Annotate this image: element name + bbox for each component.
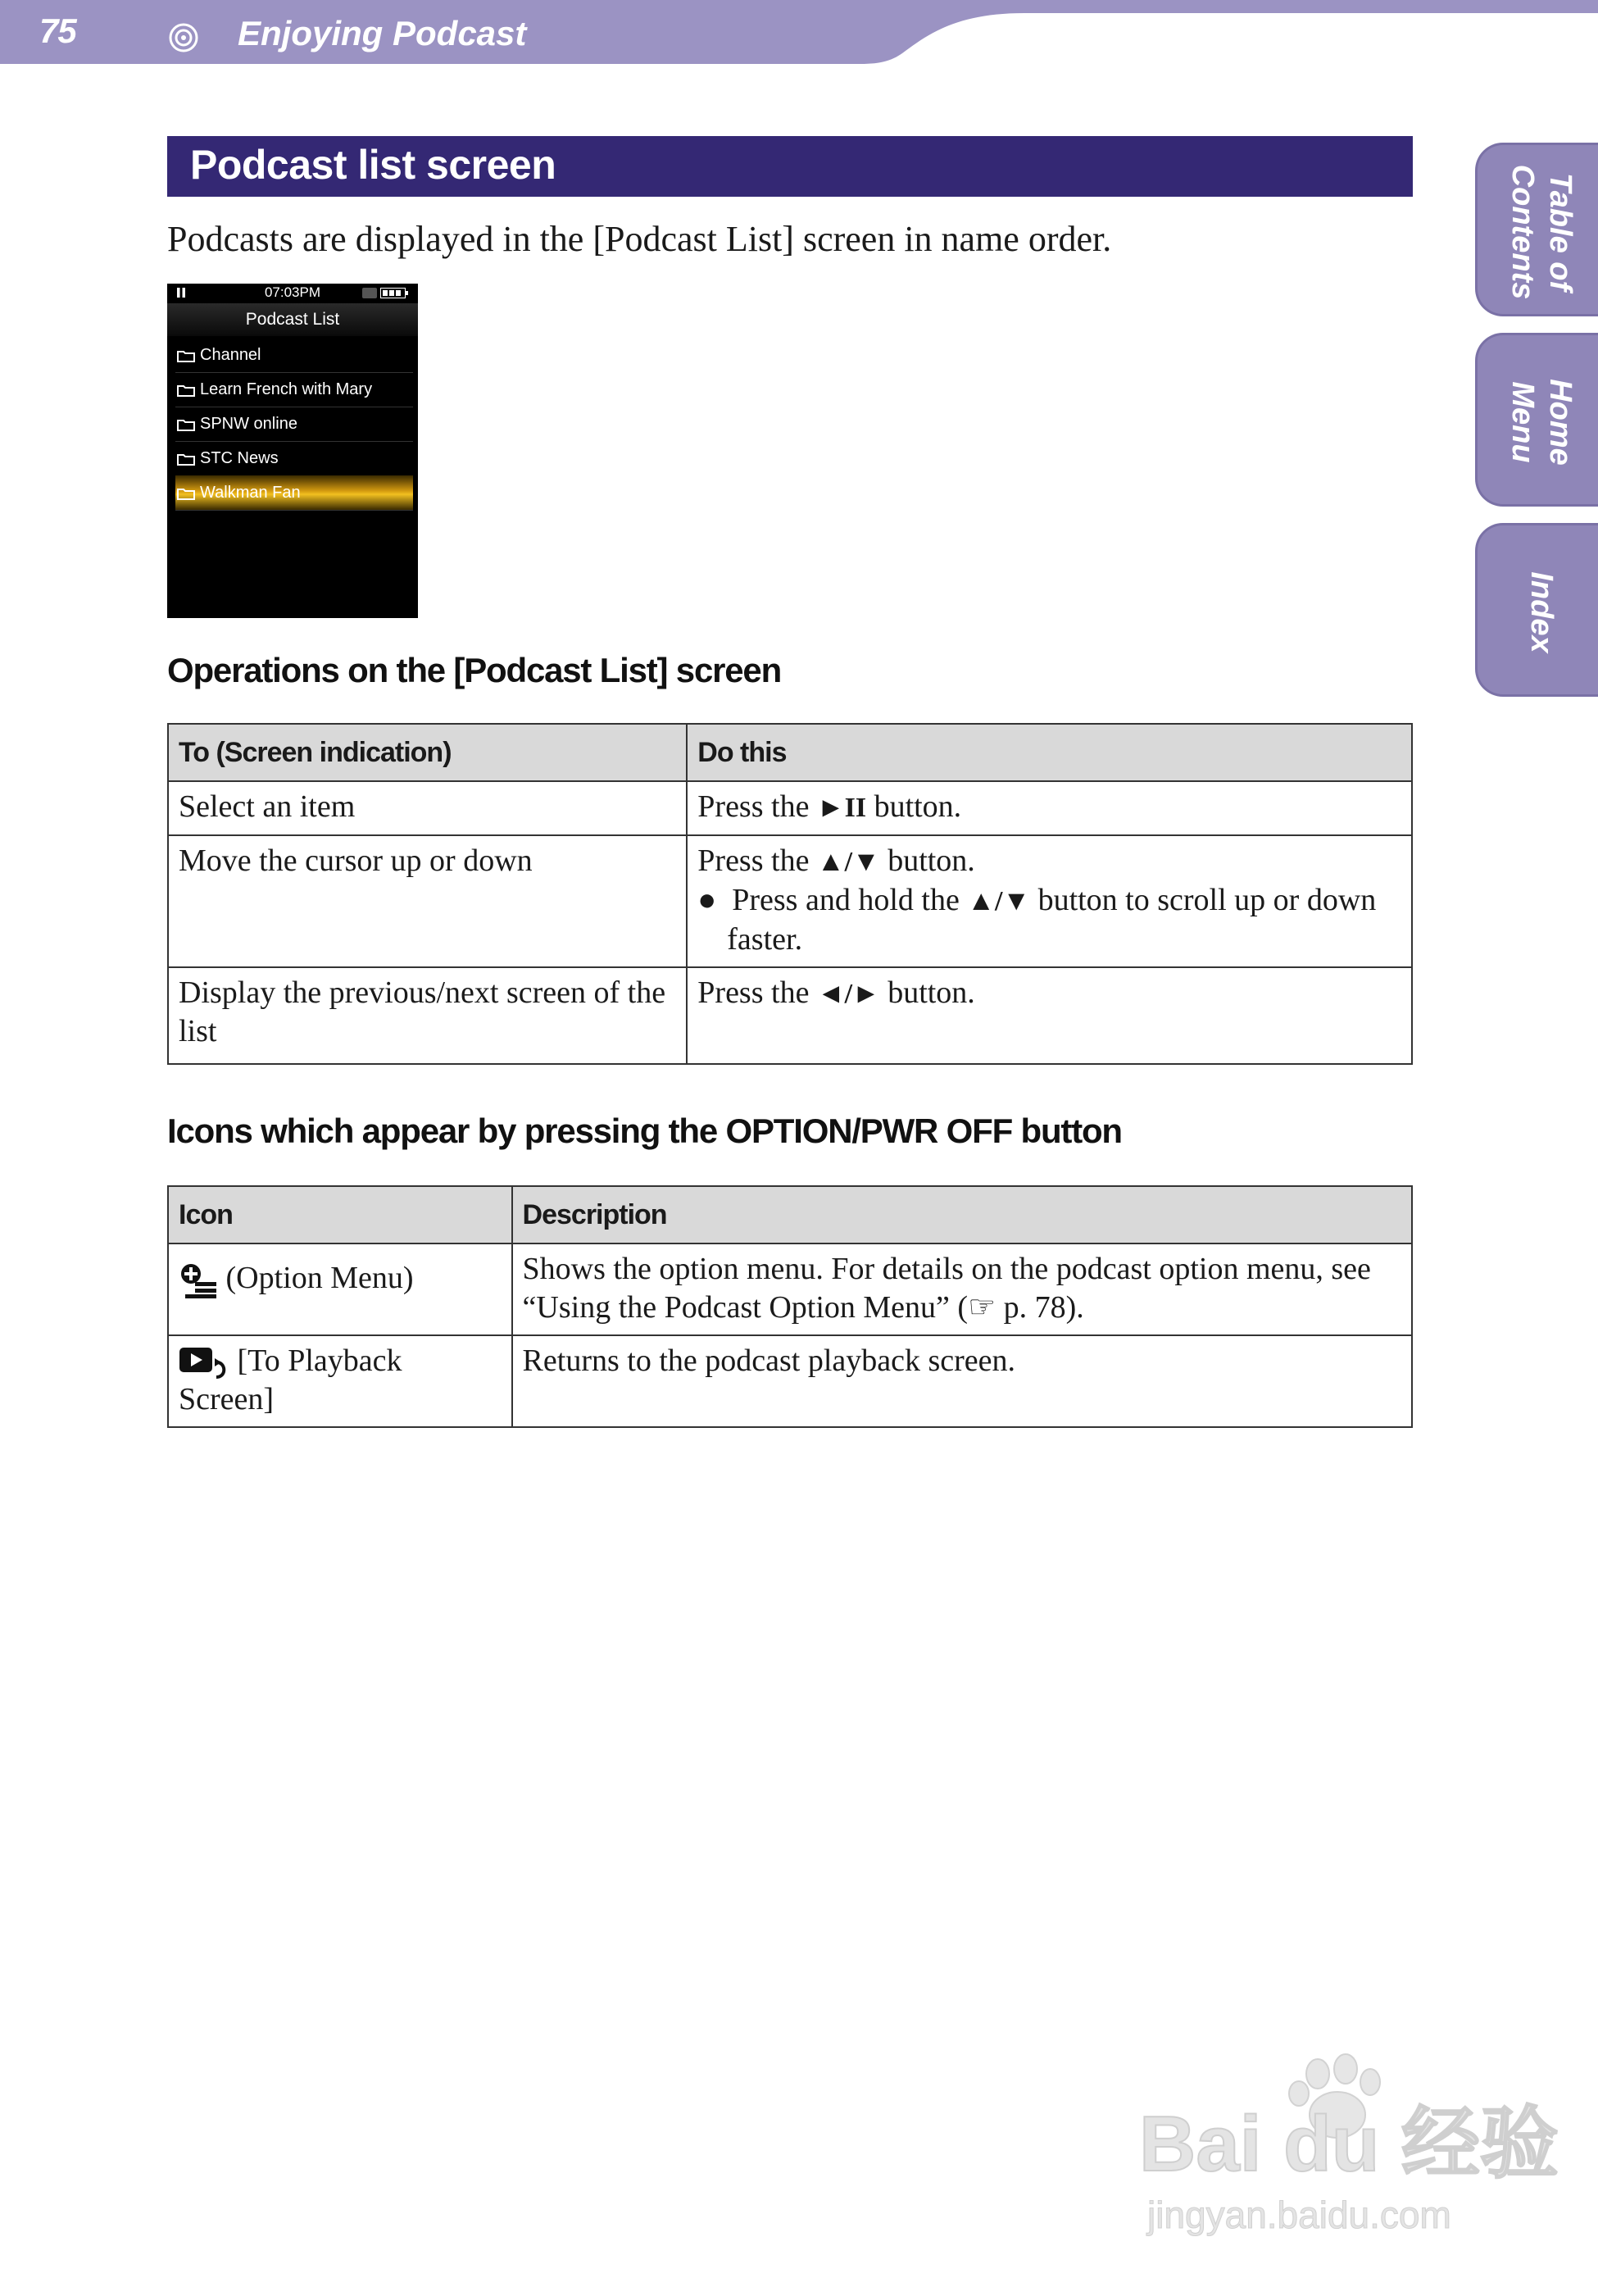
page-title: Podcast list screen (190, 142, 556, 188)
folder-icon (177, 349, 195, 362)
cell-text: button. (866, 789, 962, 824)
tab-index[interactable] (1475, 523, 1598, 697)
table-row (168, 1335, 1412, 1427)
folder-icon (177, 418, 195, 431)
icon-label: [To Playback Screen] (179, 1344, 402, 1417)
table-cell (687, 967, 1412, 1064)
folder-icon (177, 384, 195, 397)
tab-table-of-contents[interactable] (1475, 143, 1598, 316)
list-item-label: STC News (200, 449, 279, 467)
tab-label: Home Menu (1505, 379, 1578, 466)
hold-icon (362, 288, 377, 298)
table-cell (687, 781, 1412, 835)
device-time: 07:03PM (264, 284, 321, 300)
baidu-watermark (1131, 2049, 1559, 2246)
play-pause-icon: ►II (816, 793, 867, 823)
cell-text: Shows the option menu. For details on the podcast option menu, see “Using the Podcast Option Menu” ( (522, 1252, 1371, 1325)
column-header: To (Screen indication) (168, 724, 687, 781)
left-right-icon: ◄/► (816, 979, 880, 1009)
podcast-list-item[interactable] (175, 441, 413, 476)
operations-heading: Operations on the [Podcast List] screen (167, 651, 782, 689)
section-title: Enjoying Podcast (238, 14, 527, 52)
column-header: Description (512, 1186, 1412, 1243)
up-down-icon: ▲/▼ (816, 847, 880, 877)
table-cell: Select an item (168, 781, 687, 835)
device-screen-title: Podcast List (167, 303, 418, 336)
icon-label: (Option Menu) (218, 1261, 414, 1295)
page-number: 75 (39, 11, 76, 50)
bullet-note: ● Press and hold the ▲/▼ button to scroll up or down faster. (697, 883, 1377, 957)
list-item-label: Learn French with Mary (200, 380, 373, 398)
podcast-list-item-selected[interactable] (175, 475, 413, 511)
cell-text: button. (879, 843, 975, 878)
table-cell (687, 835, 1412, 967)
column-header: Icon (168, 1186, 512, 1243)
podcast-icon (167, 21, 200, 54)
table-header-row (168, 724, 1412, 781)
tab-home-menu[interactable] (1475, 333, 1598, 507)
table-cell (168, 1335, 512, 1427)
table-cell (168, 1243, 512, 1335)
table-cell: Returns to the podcast playback screen. (512, 1335, 1412, 1427)
page-title-bar (167, 136, 1413, 197)
icons-heading: Icons which appear by pressing the OPTION/PWR OFF button (167, 1112, 1122, 1150)
column-header: Do this (687, 724, 1412, 781)
device-screenshot (167, 284, 418, 618)
cell-text: p. 78). (996, 1290, 1084, 1325)
table-row (168, 835, 1412, 967)
option-menu-icon (179, 1262, 218, 1298)
podcast-list-item[interactable] (175, 407, 413, 442)
table-row (168, 967, 1412, 1064)
list-item-label: Channel (200, 346, 261, 364)
folder-icon (177, 452, 195, 466)
cell-text: button. (879, 975, 975, 1010)
reference-icon: ☞ (968, 1290, 996, 1325)
cell-text: Press and hold the (732, 883, 968, 917)
table-row (168, 781, 1412, 835)
cell-text: Press the (697, 975, 817, 1010)
intro-text: Podcasts are displayed in the [Podcast List] screen in name order. (167, 219, 1112, 259)
up-down-icon: ▲/▼ (967, 886, 1031, 916)
icons-table (167, 1185, 1413, 1428)
device-status-bar (167, 284, 418, 302)
to-playback-icon (179, 1346, 229, 1380)
cell-text: Press the (697, 843, 817, 878)
table-row (168, 1243, 1412, 1335)
table-header-row (168, 1186, 1412, 1243)
folder-icon (177, 487, 195, 500)
table-cell: Display the previous/next screen of the list (168, 967, 687, 1064)
battery-icon (380, 288, 408, 298)
table-cell (512, 1243, 1412, 1335)
tab-label: Index (1524, 571, 1559, 653)
cell-text: Press the (697, 789, 817, 824)
cell-text: button to scroll up or down faster. (727, 883, 1377, 957)
podcast-list-item[interactable] (175, 372, 413, 407)
list-item-label: SPNW online (200, 415, 297, 433)
watermark-text: Bai du 经验 (1139, 2100, 1559, 2188)
operations-table (167, 723, 1413, 1065)
list-item-label: Walkman Fan (200, 484, 301, 502)
podcast-list-item[interactable] (175, 338, 413, 373)
watermark-url: jingyan.baidu.com (1147, 2194, 1451, 2236)
tab-label: Table of Contents (1505, 164, 1578, 300)
table-cell: Move the cursor up or down (168, 835, 687, 967)
